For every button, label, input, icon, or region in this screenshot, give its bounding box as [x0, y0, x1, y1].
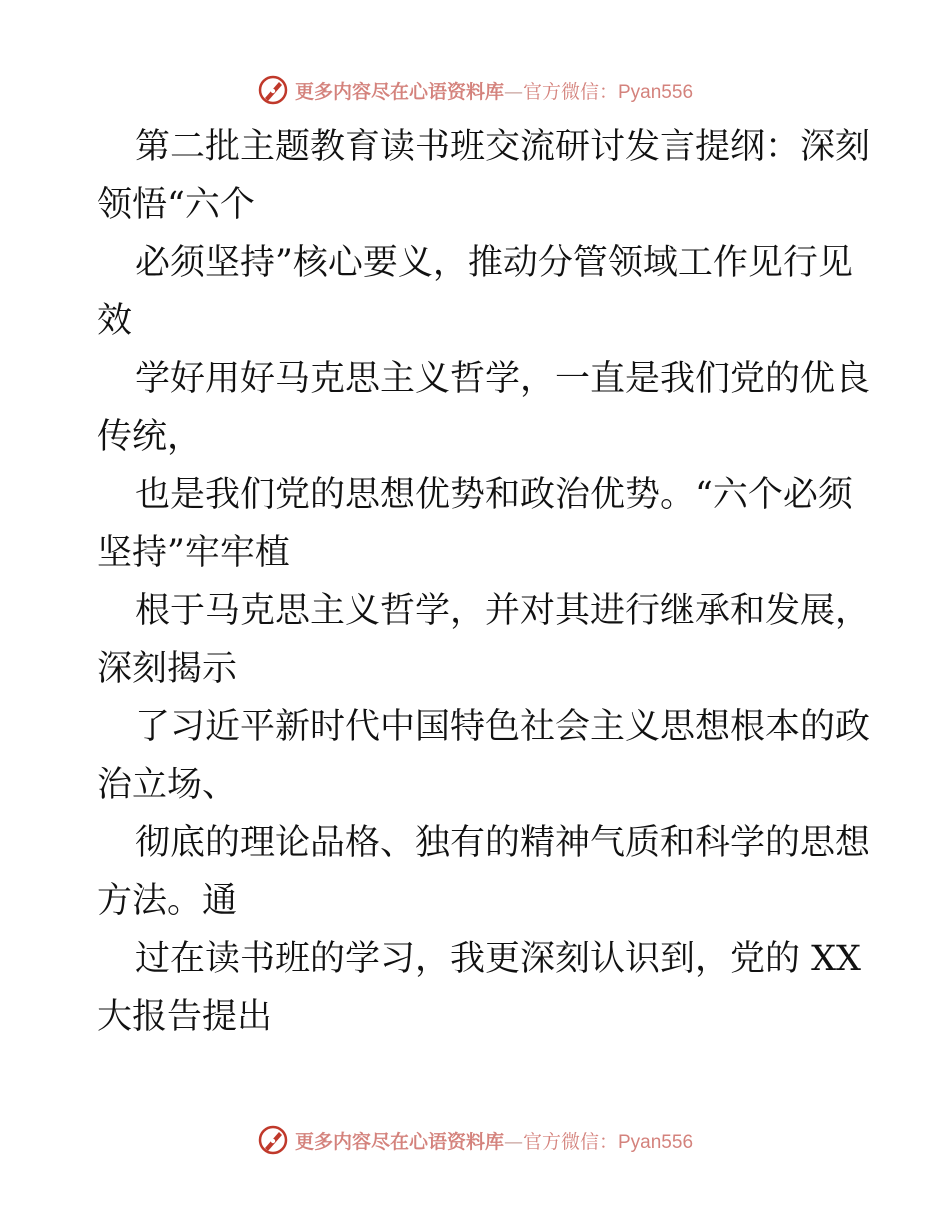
paragraph-line: 根于马克思主义哲学，并对其进行继承和发展，	[135, 591, 871, 631]
paragraph-line: 效	[97, 301, 133, 341]
paragraph-line: 彻底的理论品格、独有的精神气质和科学的思想	[135, 823, 871, 863]
paragraph-line: 坚持”牢牢植	[97, 533, 290, 573]
paragraph	[97, 350, 871, 466]
watermark-label: 官方微信：	[522, 1130, 618, 1153]
paragraph	[97, 698, 871, 814]
watermark-label: 官方微信：	[522, 80, 618, 103]
watermark-dash: —	[503, 80, 523, 103]
paragraph-line: 过在读书班的学习，我更深刻认识到，党的 XX	[135, 939, 861, 979]
paragraph	[97, 930, 861, 1046]
watermark-site-name: 更多内容尽在心语资料库	[294, 80, 504, 103]
paragraph	[97, 814, 871, 930]
watermark-wechat-id: Pyan556	[618, 81, 694, 103]
paragraph-line: 大报告提出	[97, 997, 273, 1037]
paragraph-line: 深刻揭示	[97, 649, 238, 689]
paragraph-line: 也是我们党的思想优势和政治优势。“六个必须	[135, 475, 853, 515]
paragraph-line: 领悟“六个	[97, 185, 255, 225]
paragraph	[97, 118, 871, 234]
watermark-site-name: 更多内容尽在心语资料库	[294, 1130, 504, 1153]
paragraph-line: 治立场、	[97, 765, 238, 805]
paragraph-line: 传统，	[97, 417, 203, 457]
pen-logo-icon	[257, 1124, 289, 1156]
watermark-wechat-id: Pyan556	[618, 1131, 694, 1153]
header-watermark	[0, 70, 950, 110]
paragraph-line: 学好用好马克思主义哲学，一直是我们党的优良	[135, 359, 871, 399]
footer-watermark	[0, 1120, 950, 1160]
paragraph-line: 第二批主题教育读书班交流研讨发言提纲：深刻	[135, 127, 871, 167]
document-body	[97, 118, 871, 1046]
paragraph-line: 了习近平新时代中国特色社会主义思想根本的政	[135, 707, 871, 747]
paragraph	[97, 234, 857, 350]
paragraph-line: 方法。通	[97, 881, 238, 921]
pen-logo-icon	[257, 74, 289, 106]
paragraph	[97, 466, 857, 582]
paragraph-line: 必须坚持”核心要义，推动分管领域工作见行见	[135, 243, 853, 283]
watermark-dash: —	[503, 1130, 523, 1153]
paragraph	[97, 582, 871, 698]
